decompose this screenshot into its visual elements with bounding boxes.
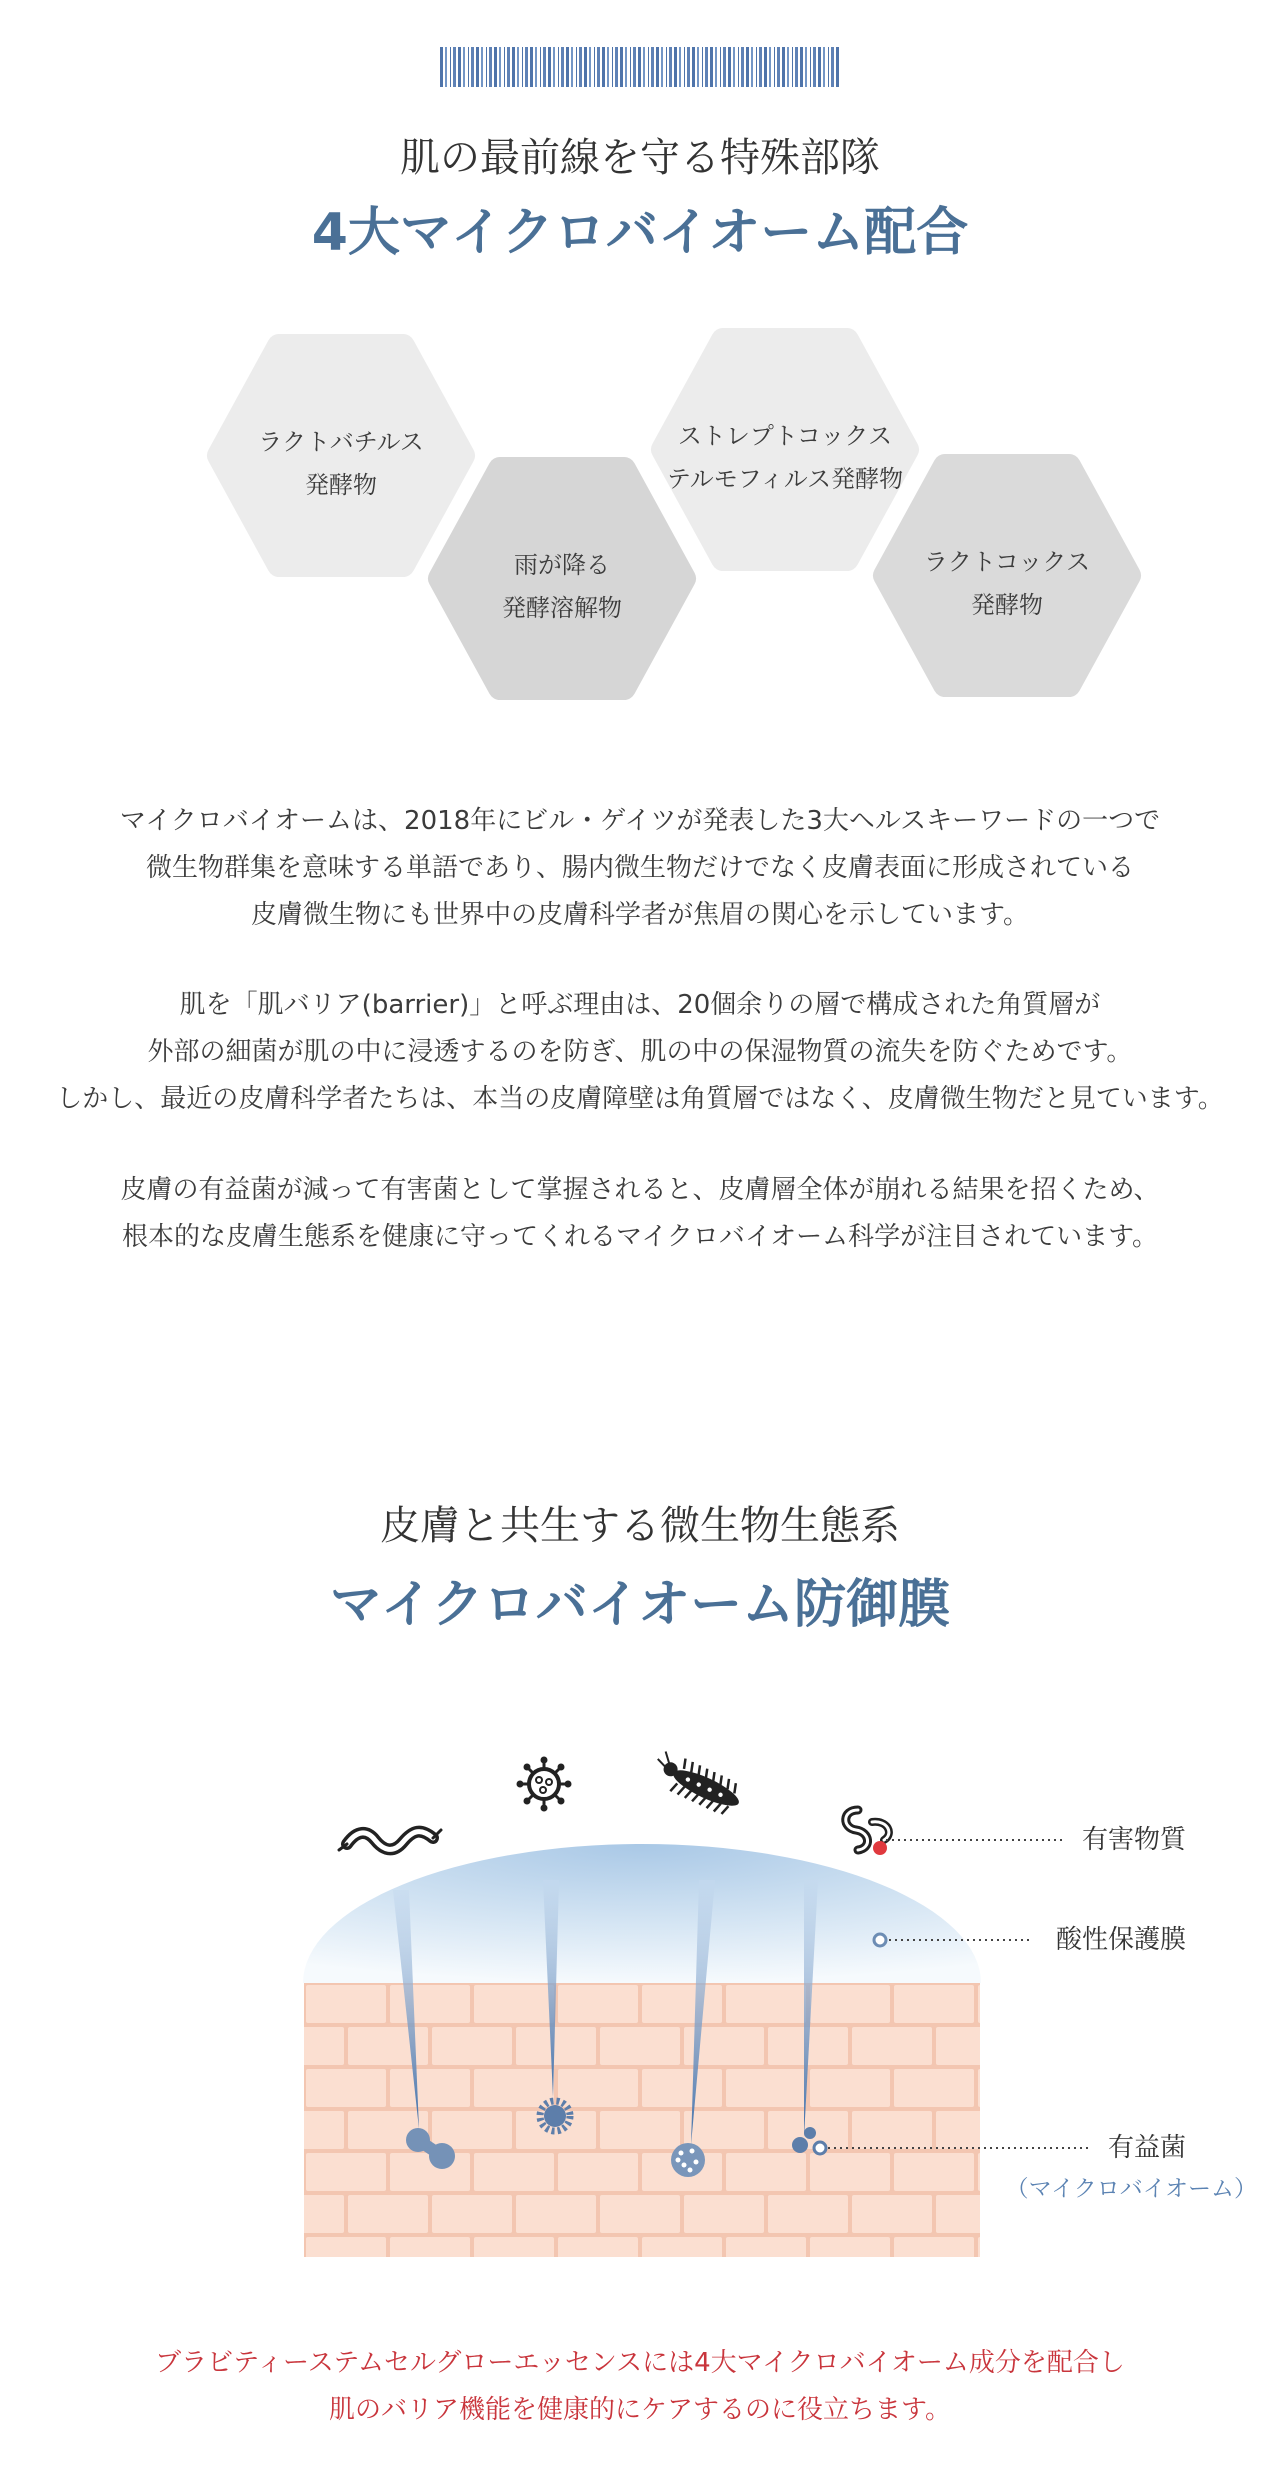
ingredient-name-line: テルモフィルス発酵物 xyxy=(666,464,904,493)
section-title: 4大マイクロバイオーム配合 xyxy=(311,203,969,263)
skin-layer xyxy=(304,1983,980,2257)
paragraph-line: 微生物群集を意味する単語であり、腸内微生物だけでなく皮膚表面に形成されている xyxy=(145,853,1134,883)
description-paragraph xyxy=(0,798,1280,939)
product-claim-line: ブラビティーステムセルグローエッセンスには4大マイクロバイオーム成分を配合し xyxy=(155,2348,1125,2378)
spiral-bacteria-icon xyxy=(846,1810,889,1855)
paragraph-line: マイクロバイオームは、2018年にビル・ゲイツが発表した3大ヘルスキーワードの一つで xyxy=(119,806,1161,836)
ingredient-hexagon xyxy=(871,454,1143,697)
barcode-decoration xyxy=(440,47,839,87)
section-title: マイクロバイオーム防御膜 xyxy=(329,1575,951,1635)
ingredient-name xyxy=(871,454,1143,697)
label-microbiome-note: （マイクロバイオーム） xyxy=(1005,2176,1257,2202)
paragraph-line: 皮膚微生物にも世界中の皮膚科学者が焦眉の関心を示しています。 xyxy=(251,900,1029,930)
section-subtitle: 肌の最前線を守る特殊部隊 xyxy=(400,135,880,181)
dotted-microbe-icon xyxy=(671,2143,705,2177)
ingredient-name-line: 雨が降る xyxy=(514,550,610,579)
acid-mantle-marker xyxy=(874,1934,886,1946)
ingredient-name-line: ラクトバチルス xyxy=(258,427,424,456)
label-harmful-substances: 有害物質 xyxy=(1081,1825,1186,1855)
paragraph-line: しかし、最近の皮膚科学者たちは、本当の皮膚障壁は角質層ではなく、皮膚微生物だと見ています。 xyxy=(56,1084,1224,1114)
bacteria-worm-icon xyxy=(339,1830,441,1850)
ingredient-name-line: ラクトコックス xyxy=(923,547,1091,576)
label-acid-mantle: 酸性保護膜 xyxy=(1055,1925,1186,1955)
ingredient-name-line: 発酵物 xyxy=(305,470,377,499)
product-claim xyxy=(0,2340,1280,2434)
description-paragraph xyxy=(0,982,1280,1123)
virus-icon xyxy=(517,1757,572,1812)
paragraph-line: 外部の細菌が肌の中に浸透するのを防ぎ、肌の中の保湿物質の流失を防ぐためです。 xyxy=(147,1037,1133,1067)
description-paragraph xyxy=(0,1167,1280,1261)
centipede-bacteria-icon xyxy=(648,1748,747,1820)
product-claim-line: 肌のバリア機能を健康的にケアするのに役立ちます。 xyxy=(329,2395,951,2425)
ingredient-name-line: 発酵溶解物 xyxy=(502,593,622,622)
ingredient-name-line: 発酵物 xyxy=(971,590,1043,619)
paragraph-line: 肌を「肌バリア(barrier)」と呼ぶ理由は、20個余りの層で構成された角質層が xyxy=(179,990,1101,1020)
section-subtitle: 皮膚と共生する微生物生態系 xyxy=(380,1503,900,1549)
paragraph-line: 皮膚の有益菌が減って有害菌として掌握されると、皮膚層全体が崩れる結果を招くため、 xyxy=(120,1175,1160,1205)
paragraph-line: 根本的な皮膚生態系を健康に守ってくれるマイクロバイオーム科学が注目されています。 xyxy=(121,1222,1159,1252)
ingredient-name-line: ストレプトコックス xyxy=(677,421,893,450)
label-beneficial-bacteria: 有益菌 xyxy=(1107,2133,1186,2163)
